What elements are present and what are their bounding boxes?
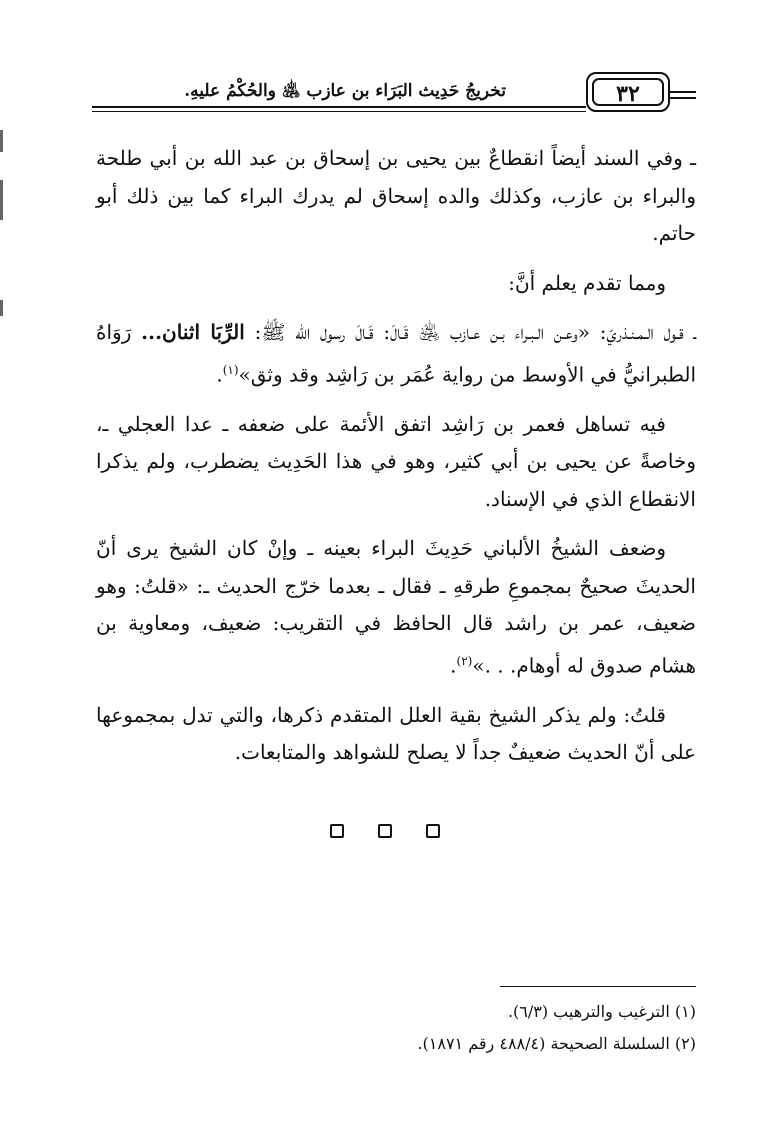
header-ornament-line <box>670 91 696 93</box>
hadith-text: الرِّبَا اثنان... <box>141 320 245 344</box>
section-separator <box>330 824 440 844</box>
separator-square <box>426 824 440 838</box>
period: . <box>216 362 223 387</box>
paragraph-conclusion: قلتُ: ولم يذكر الشيخ بقية العلل المتقدم ذكرها، والتي تدل بمجموعها على أنّ الحديث ضعيفٌ جداً لا يصلح للشواهد والمتابعات. <box>96 702 696 765</box>
page-number: ٣٢ <box>592 78 664 106</box>
footnote-1: (١) الترغيب والترهيب (٦/٣). <box>507 1002 696 1021</box>
quote-text: ـ قـول الـمـنـذريّ: «وعـن الـبـراء بـن عـازب ﵁ قَـالَ: قَـالَ رسول الله ﷺ: <box>254 320 696 344</box>
albani-text: وضعف الشيخُ الألباني حَدِيثَ البراء بعينه ـ وإنْ كان الشيخ يرى أنّ الحديثَ صحيحٌ بمجموعِ طرقهِ ـ فقال ـ بعدما خرّج الحديث ـ: «قلتُ: وهو ضعيف، عمر بن راشد قال الحافظ في التقريب: ضعيف، ومعاوية بن هشام صدوق له أوهام. . .» <box>96 536 696 678</box>
separator-square <box>378 824 392 838</box>
header-ornament-line <box>670 97 696 99</box>
header-rule <box>92 106 586 108</box>
footnote-ref-1: (١) <box>222 362 239 377</box>
quote-source: رَوَاهُ الطبرانيُّ في الأوسط من رواية عُمَر بن رَاشِد وقد وثق» <box>96 320 696 387</box>
paragraph-intro: ومما تقدم يعلم أنَّ: <box>508 270 666 295</box>
separator-square <box>330 824 344 838</box>
paragraph-albani <box>96 530 696 685</box>
footnote-ref-2: (٢) <box>456 653 473 668</box>
header-title: تخريجُ حَدِيث البَرَاء بن عازب ﵁ والحُكْمُ عليهِ. <box>184 81 506 101</box>
footnote-rule <box>500 986 696 987</box>
paragraph-tasahul: فيه تساهل فعمر بن رَاشِد اتفق الأئمة على ضعفه ـ عدا العجلي ـ، وخاصةً عن يحيى بن أبي كثير، وهو في هذا الحَدِيث يضطرب، ولم يذكرا الانقطاع الذي في الإسناد. <box>96 411 696 511</box>
header-rule <box>92 111 586 112</box>
paragraph-mundhiri <box>96 314 696 394</box>
footnote-2: (٢) السلسلة الصحيحة (٤٨٨/٤ رقم ١٨٧١). <box>417 1034 696 1053</box>
main-text <box>96 140 696 784</box>
paragraph-sanad: ـ وفي السند أيضاً انقطاعٌ بين يحيى بن إسحاق بن عبد الله بن أبي طلحة والبراء بن عازب، وكذلك والده إسحاق لم يدرك البراء كما بين ذلك أبو حاتم. <box>96 146 696 245</box>
running-header <box>92 72 696 118</box>
page-number-frame <box>586 72 670 112</box>
period: . <box>450 653 457 678</box>
footnotes <box>96 996 696 1060</box>
